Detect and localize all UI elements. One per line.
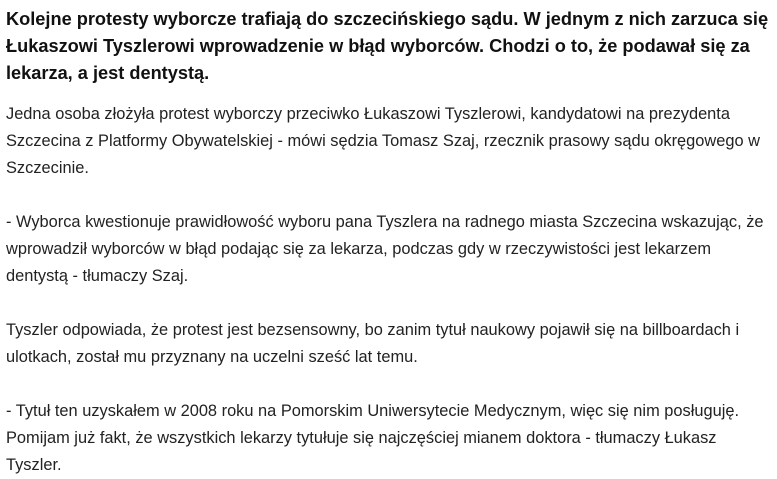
article-paragraph: - Tytuł ten uzyskałem w 2008 roku na Pomorskim Uniwersytecie Medycznym, więc się nim posługuję. Pomijam już fakt, że wszystkich lekarzy tytułuje się najczęściej mianem doktora - tłumaczy Łukasz Tyszler. (6, 402, 740, 474)
article-paragraph: - Wyborca kwestionuje prawidłowość wyboru pana Tyszlera na radnego miasta Szczecina wskazując, że wprowadził wyborców w błąd podając się za lekarza, podczas gdy w rzeczywistości jest lekarzem dentystą - tłumaczy Szaj. (6, 213, 764, 285)
article-lead: Kolejne protesty wyborcze trafiają do szczecińskiego sądu. W jednym z nich zarzuca się Łukaszowi Tyszlerowi wprowadzenie w błąd wyborców. Chodzi o to, że podawał się za lekarza, a jest dentystą. (6, 9, 769, 83)
article-paragraph: Jedna osoba złożyła protest wyborczy przeciwko Łukaszowi Tyszlerowi, kandydatowi na prezydenta Szczecina z Platformy Obywatelskiej - mówi sędzia Tomasz Szaj, rzecznik prasowy sądu okręgowego w Szczecinie. (6, 105, 760, 177)
article-paragraph: Tyszler odpowiada, że protest jest bezsensowny, bo zanim tytuł naukowy pojawił się na billboardach i ulotkach, został mu przyznany na uczelni sześć lat temu. (6, 321, 740, 366)
